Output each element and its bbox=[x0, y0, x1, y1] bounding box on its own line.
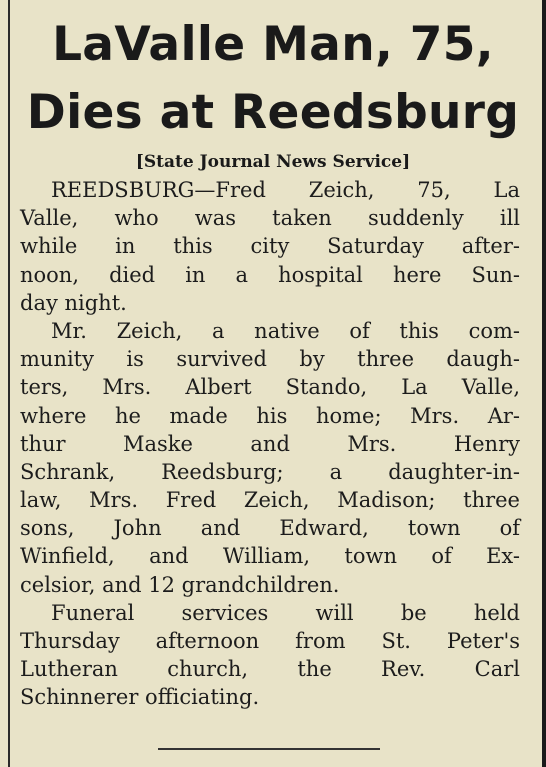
article-body bbox=[20, 176, 520, 712]
article-line-6: Mr. Zeich, a native of this com- bbox=[51, 318, 520, 343]
bottom-rule bbox=[158, 748, 380, 750]
article-line-4: noon, died in a hospital here Sun- bbox=[20, 262, 520, 287]
article-line-19: Schinnerer officiating. bbox=[20, 685, 260, 710]
byline: [State Journal News Service] bbox=[135, 152, 411, 172]
article-line-7: munity is survived by three daugh- bbox=[20, 347, 520, 372]
article-line-10: thur Maske and Mrs. Henry bbox=[20, 431, 520, 456]
article-line-3: while in this city Saturday after- bbox=[20, 234, 520, 259]
article-line-15: celsior, and 12 grandchildren. bbox=[20, 572, 340, 597]
article-line-8: ters, Mrs. Albert Stando, La Valle, bbox=[20, 375, 520, 400]
article-line-5: day night. bbox=[20, 290, 127, 315]
article-line-1: REEDSBURG—Fred Zeich, 75, La bbox=[51, 178, 520, 202]
article-line-17: Thursday afternoon from St. Peter's bbox=[20, 629, 520, 653]
headline-line-1: LaValle Man, 75, bbox=[52, 17, 494, 72]
article-line-14: Winfield, and William, town of Ex- bbox=[20, 544, 520, 569]
article-line-16: Funeral services will be held bbox=[51, 600, 520, 625]
headline-line-2: Dies at Reedsburg bbox=[26, 85, 520, 140]
column-rule-right bbox=[542, 0, 546, 767]
article-line-12: law, Mrs. Fred Zeich, Madison; three bbox=[20, 488, 520, 513]
article-line-18: Lutheran church, the Rev. Carl bbox=[20, 657, 520, 682]
article-line-13: sons, John and Edward, town of bbox=[20, 516, 520, 541]
article-line-11: Schrank, Reedsburg; a daughter-in- bbox=[20, 459, 520, 484]
article-line-9: where he made his home; Mrs. Ar- bbox=[20, 403, 520, 428]
article-line-2: Valle, who was taken suddenly ill bbox=[20, 206, 520, 231]
